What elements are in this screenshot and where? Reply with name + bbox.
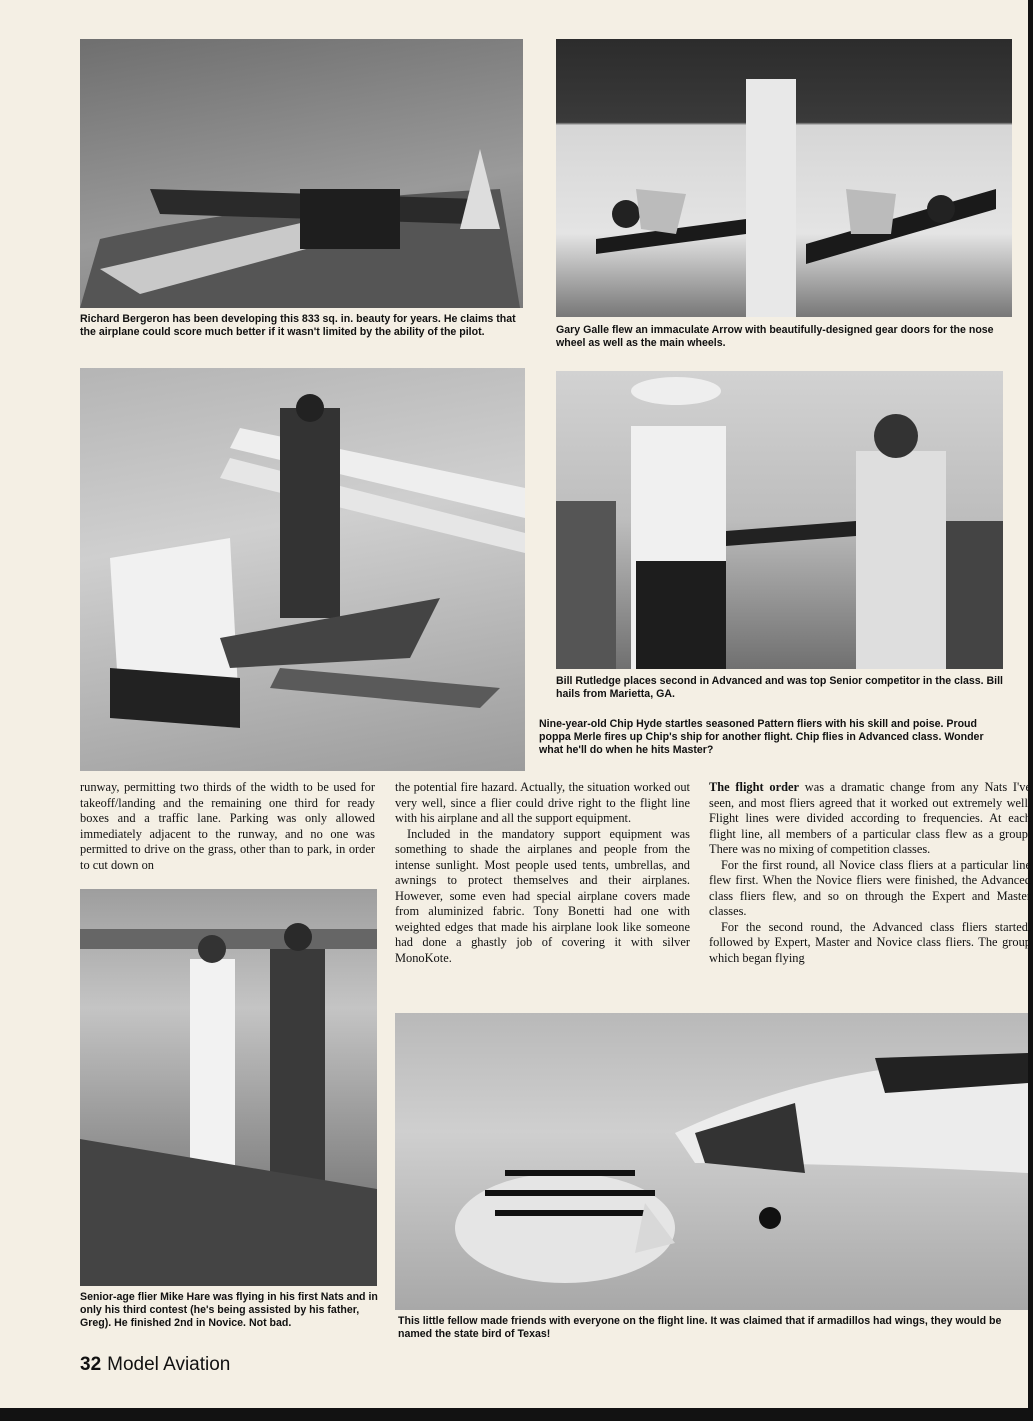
caption-mike-hare: Senior-age flier Mike Hare was flying in his first Nats and in only his third contest (he's being assisted by his father, Greg). He finished 2nd in Novice. Not bad. xyxy=(80,1291,378,1329)
caption-chip-hyde: Nine-year-old Chip Hyde startles seasoned Pattern fliers with his skill and poise. Proud poppa Merle fires up Chip's ship for another flight. Chip flies in Advanced class. Wonder what he'll do when he hits Master? xyxy=(539,718,984,756)
article-col3-paragraph-3: For the second round, the Advanced class fliers started, followed by Expert, Master and Novice class fliers. The group which began flying xyxy=(709,919,1031,965)
article-col1-text: runway, permitting two thirds of the width to be used for takeoff/landing and the remaining one third for ready boxes and a traffic lane. Parking was only allowed immediately adjacent to the runway, and no one was permitted to drive on the grass, other than to park, in order to cut down on xyxy=(80,780,375,872)
caption-rutledge: Bill Rutledge places second in Advanced and was top Senior competitor in the class. Bill hails from Marietta, GA. xyxy=(556,675,1003,700)
article-col2-paragraph-2: Included in the mandatory support equipment was something to shade the airplanes and people from the intense sunlight. Most people used tents, umbrellas, and awnings to protect themselves and their airplanes. However, some even had special airplane covers made from aluminized fabric. Tony Bonetti had one with weighted edges that made his airplane look like someone had done a ghastly job of covering it with silver MonoKote. xyxy=(395,826,690,965)
photo-armadillo xyxy=(395,1013,1028,1310)
page-number: 32 xyxy=(80,1354,102,1375)
subhead-flight-order: The flight order xyxy=(709,780,799,794)
article-col3-paragraph-1: was a dramatic change from any Nats I've seen, and most fliers agreed that it worked out extremely well. Flight lines were divided according to frequencies. At each flight line, all members of a particular class flew as a group. There was no mixing of competition classes. xyxy=(709,780,1031,856)
photo-bergeron-airplane xyxy=(80,39,523,308)
photo-mike-hare xyxy=(80,889,377,1286)
award-illustration xyxy=(556,371,1003,669)
article-column-3 xyxy=(709,780,1031,966)
armadillo-illustration xyxy=(395,1013,1028,1310)
article-col3-paragraph-2: For the first round, all Novice class fliers at a particular line flew first. When the Novice fliers were finished, the Advanced class fliers flew, and so on through the Expert and Master classes. xyxy=(709,857,1031,918)
caption-galle: Gary Galle flew an immaculate Arrow with beautifully-designed gear doors for the nose wheel as well as the main wheels. xyxy=(556,324,994,349)
photo-galle-arrow xyxy=(556,39,1012,317)
magazine-title: Model Aviation xyxy=(107,1354,231,1375)
caption-bergeron: Richard Bergeron has been developing this 833 sq. in. beauty for years. He claims that the airplane could score much better if it wasn't limited by the ability of the pilot. xyxy=(80,313,516,338)
pilots-illustration xyxy=(80,889,377,1286)
article-column-2 xyxy=(395,780,690,966)
caption-armadillo: This little fellow made friends with everyone on the flight line. It was claimed that if armadillos had wings, they would be named the state bird of Texas! xyxy=(398,1315,1002,1340)
photo-bill-rutledge xyxy=(556,371,1003,669)
article-column-1 xyxy=(80,780,375,873)
photo-chip-hyde xyxy=(80,368,525,771)
landing-gear-illustration xyxy=(556,39,1012,317)
page-footer xyxy=(80,1354,230,1376)
airplane-illustration xyxy=(80,39,523,308)
fliers-illustration xyxy=(80,368,525,771)
article-col2-paragraph-1: the potential fire hazard. Actually, the situation worked out very well, since a flier could drive right to the flight line with his airplane and all the support equipment. xyxy=(395,780,690,825)
